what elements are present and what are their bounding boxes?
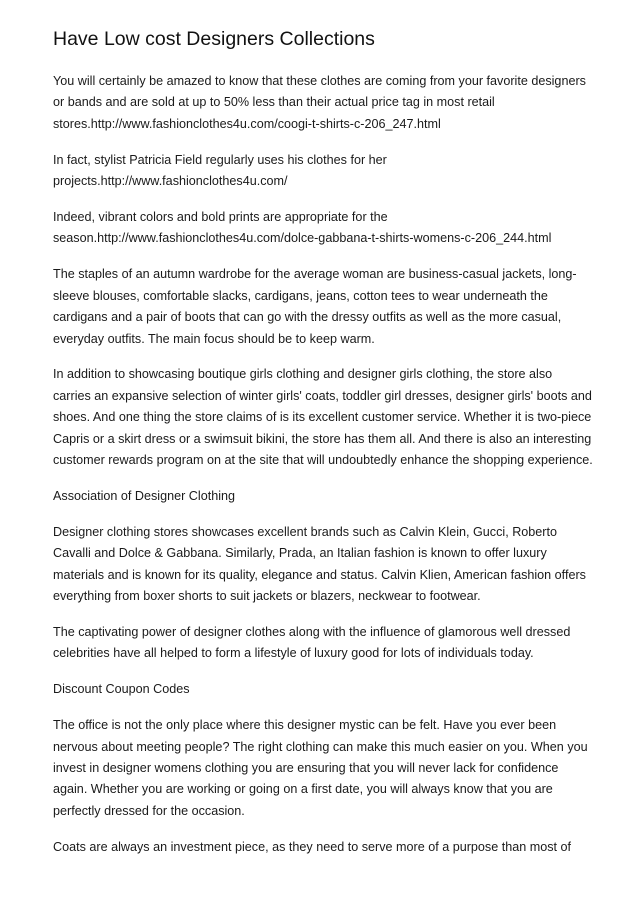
paragraph-coats: Coats are always an investment piece, as they need to serve more of a purpose than most of: [53, 839, 572, 854]
section-heading-coupons: Discount Coupon Codes: [53, 682, 190, 697]
paragraph-colors: Indeed, vibrant colors and bold prints are appropriate for the season.http://www.fashionclothes4u.com/dolce-gabbana-t-shirts-womens-c-206_244.html: [53, 210, 552, 246]
document-page: [53, 26, 593, 873]
page-title: Have Low cost Designers Collections: [53, 28, 375, 50]
paragraph-boutique: In addition to showcasing boutique girls clothing and designer girls clothing, the store also carries an expansive selection of winter girls' coats, toddler girl dresses, designer girls' boots and shoes. And one thing the store claims of is its excellent customer service. Whether it is two-piece Capris or a skirt dress or a swimsuit bikini, the store has them all. And there is also an interesting customer rewards program on at the site that will undoubtedly enhance the shopping experience.: [53, 367, 593, 468]
paragraph-intro: You will certainly be amazed to know that these clothes are coming from your favorite designers or bands and are sold at up to 50% less than their actual price tag in most retail stores.http://www.fashionclothes4u.com/coogi-t-shirts-c-206_247.html: [53, 74, 586, 131]
paragraph-office: The office is not the only place where this designer mystic can be felt. Have you ever been nervous about meeting people? The right clothing can make this much easier on you. When you invest in designer womens clothing you are ensuring that you will never lack for confidence again. Whether you are working or going on a first date, you will always know that you are perfectly dressed for the occasion.: [53, 718, 588, 818]
section-heading-association: Association of Designer Clothing: [53, 489, 236, 503]
paragraph-captivating-power: The captivating power of designer clothes along with the influence of glamorous well dressed celebrities have all helped to form a lifestyle of luxury good for lots of individuals today.: [53, 625, 571, 661]
paragraph-stylist: In fact, stylist Patricia Field regularly uses his clothes for her projects.http://www.fashionclothes4u.com/: [53, 152, 387, 189]
paragraph-autumn-wardrobe: The staples of an autumn wardrobe for the average woman are business-casual jackets, long-sleeve blouses, comfortable slacks, cardigans, jeans, cotton tees to wear underneath the cardigans and a pair of boots that can go with the dressy outfits as well as the more casual, everyday outfits. The main focus should be to keep warm.: [53, 267, 577, 346]
paragraph-brands: Designer clothing stores showcases excellent brands such as Calvin Klein, Gucci, Roberto Cavalli and Dolce & Gabbana. Similarly, Prada, an Italian fashion is known to offer luxury materials and is known for its quality, elegance and status. Calvin Klien, American fashion offers everything from boxer shorts to suit jackets or blazers, neckwear to footwear.: [53, 524, 586, 604]
